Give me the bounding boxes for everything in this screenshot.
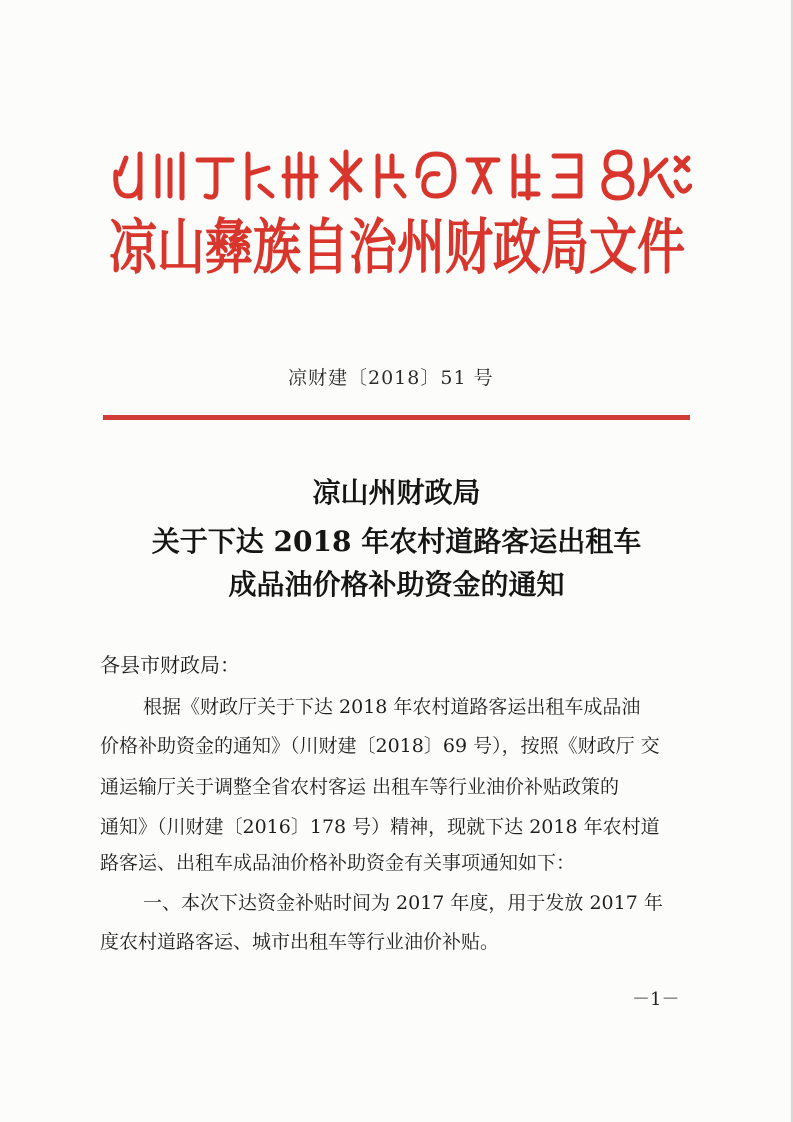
salutation: 各县市财政局：: [100, 653, 240, 677]
body-line: 一、本次下达资金补贴时间为 2017 年度，用于发放 2017 年: [143, 892, 663, 914]
letterhead-title: [0, 208, 793, 288]
body-line: 度农村道路客运、城市出租车等行业油价补贴。: [100, 931, 500, 953]
red-divider-line: [103, 415, 690, 420]
notice-title-line-1: 凉山州财政局: [312, 476, 481, 509]
yi-script-letterhead: [110, 146, 692, 204]
letterhead-title-text: 凉山彝族自治州财政局文件: [108, 213, 685, 283]
body-line: 通知》（川财建〔2016〕178 号）精神，现就下达 2018 年农村道: [100, 816, 660, 838]
document-number: 凉财建〔2018〕51 号: [288, 367, 494, 389]
page-number: －1－: [632, 989, 680, 1010]
notice-title-line-3: 成品油价格补助资金的通知: [228, 568, 565, 601]
body-line: 价格补助资金的通知》（川财建〔2018〕69 号），按照《财政厅 交: [100, 735, 660, 757]
notice-title-line-2: 关于下达 2018 年农村道路客运出租车: [151, 525, 642, 558]
body-line: 根据《财政厅关于下达 2018 年农村道路客运出租车成品油: [143, 696, 641, 718]
body-line: 路客运、出租车成品油价格补助资金有关事项通知如下：: [100, 852, 576, 874]
body-line: 通运输厅关于调整全省农村客运 出租车等行业油价补贴政策的: [100, 776, 620, 798]
